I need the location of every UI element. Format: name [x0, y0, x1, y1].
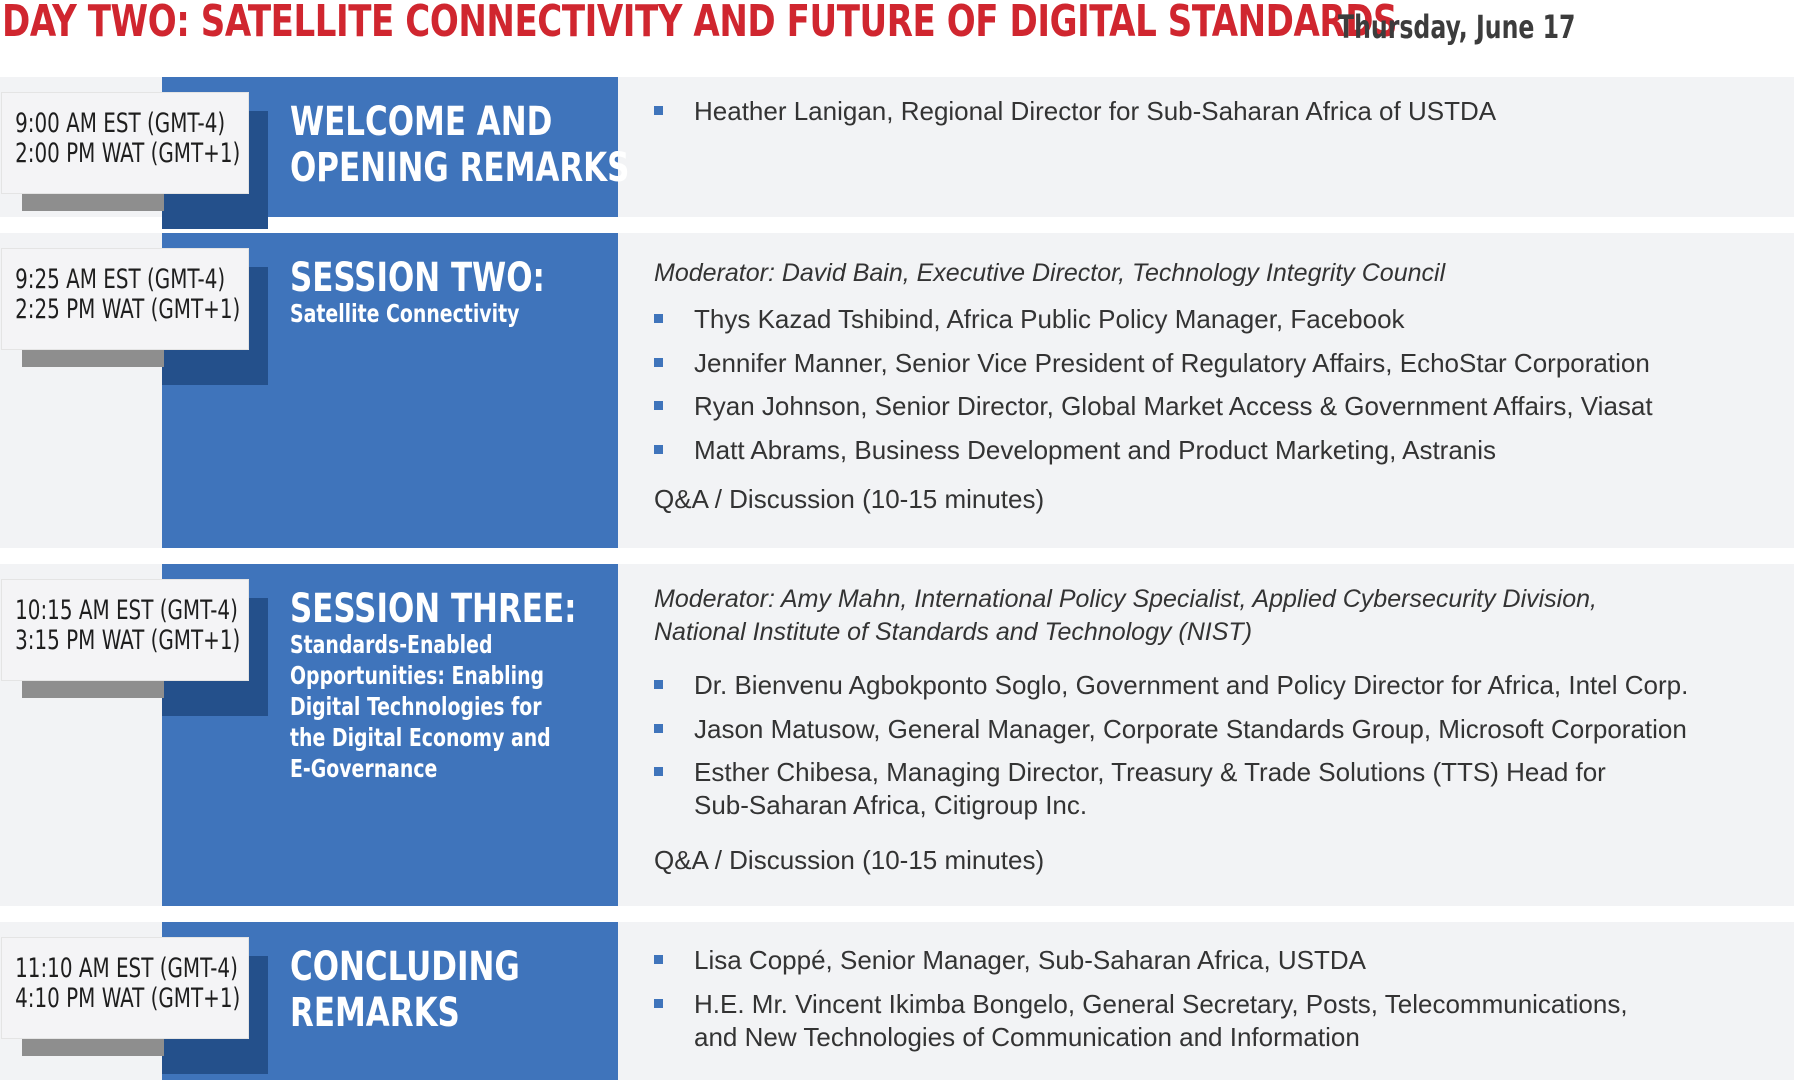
time-est: 10:15 AM EST (GMT-4): [15, 595, 238, 626]
qa-discussion: Q&A / Discussion (10-15 minutes): [654, 845, 1045, 875]
day-title: DAY TWO: SATELLITE CONNECTIVITY AND FUTURE OF DIGITAL STANDARDS: [2, 0, 1398, 47]
time-wat: 2:25 PM WAT (GMT+1): [15, 294, 241, 325]
session-title-line1: CONCLUDING: [290, 944, 520, 990]
bullet-icon: [654, 106, 663, 115]
bullet-icon: [654, 680, 663, 689]
bullet-icon: [654, 401, 663, 410]
session-title-line1: WELCOME AND: [290, 99, 553, 145]
bullet-icon: [654, 767, 663, 776]
day-header: [0, 0, 1794, 60]
time-box-shadow: [22, 680, 164, 698]
time-wat: 4:10 PM WAT (GMT+1): [15, 983, 241, 1014]
bullet-icon: [654, 724, 663, 733]
moderator-line2: National Institute of Standards and Technology (NIST): [654, 618, 1253, 646]
time-est: 9:25 AM EST (GMT-4): [15, 264, 226, 295]
bullet-icon: [654, 314, 663, 323]
bullet-icon: [654, 955, 663, 964]
time-est: 11:10 AM EST (GMT-4): [15, 953, 238, 984]
time-box: [2, 938, 248, 1038]
bullet-icon: [654, 358, 663, 367]
time-wat: 3:15 PM WAT (GMT+1): [15, 625, 241, 656]
session-subtitle-line: Digital Technologies for: [290, 692, 542, 721]
session-row-welcome: 9:00 AM EST (GMT-4) 2:00 PM WAT (GMT+1) WELCOME AND OPENING REMARKS Heather Lanigan, Regional Director for Sub-Saharan Africa of USTDA: [0, 77, 1794, 217]
session-title-line2: OPENING REMARKS: [290, 145, 630, 191]
time-box-shadow: [22, 193, 164, 211]
session-title: SESSION THREE:: [290, 586, 577, 632]
time-est: 9:00 AM EST (GMT-4): [15, 108, 226, 139]
moderator-line1: Moderator: Amy Mahn, International Policy Specialist, Applied Cybersecurity Division,: [654, 585, 1597, 613]
bullet-icon: [654, 999, 663, 1008]
session-subtitle-line: Standards-Enabled: [290, 630, 493, 659]
time-box: [2, 93, 248, 193]
session-subtitle-line: the Digital Economy and: [290, 723, 551, 752]
time-wat: 2:00 PM WAT (GMT+1): [15, 138, 241, 169]
moderator: Moderator: David Bain, Executive Director, Technology Integrity Council: [654, 259, 1446, 287]
session-subtitle: Satellite Connectivity: [290, 299, 520, 328]
time-box: [2, 249, 248, 349]
time-box-shadow: [22, 349, 164, 367]
day-date: Thursday, June 17: [1338, 8, 1576, 46]
qa-discussion: Q&A / Discussion (10-15 minutes): [654, 484, 1045, 514]
time-box: [2, 580, 248, 680]
bullet-icon: [654, 445, 663, 454]
session-subtitle-line: Opportunities: Enabling: [290, 661, 545, 690]
session-title-line2: REMARKS: [290, 990, 460, 1036]
session-title: SESSION TWO:: [290, 255, 545, 301]
session-subtitle-line: E-Governance: [290, 754, 438, 783]
time-box-shadow: [22, 1038, 164, 1056]
session-row-concluding: 11:10 AM EST (GMT-4) 4:10 PM WAT (GMT+1) CONCLUDING REMARKS Lisa Coppé, Senior Manager, Sub-Saharan Africa, USTDA H.E. Mr. Vincent Ikimba Bongelo, General Secretary, Posts, Telecommunications, and New Technologies of Communication and Information: [0, 922, 1794, 1080]
session-row-two: 9:25 AM EST (GMT-4) 2:25 PM WAT (GMT+1) SESSION TWO: Satellite Connectivity Moderator: David Bain, Executive Director, Technology Integrity Council Thys Kazad Tshibind, Africa Public Policy Manager, Facebook Jennifer Manner, Senior Vice President of Regulatory Affairs, EchoStar Corporation Ryan Johnson, Senior Director, Global Market Access & Government Affairs, Viasat Matt Abrams, Business Development and Product Marketing, Astranis Q&A / Discussion (10-15 minutes): [0, 233, 1794, 548]
session-row-three: 10:15 AM EST (GMT-4) 3:15 PM WAT (GMT+1) SESSION THREE: Standards-Enabled Opportunities: Enabling Digital Technologies for the Digital Economy and E-Governance Moderator: Amy Mahn, International Policy Specialist, Applied Cybersecurity Division, National Institute of Standards and Technology (NIST) Dr. Bienvenu Agbokponto Soglo, Government and Policy Director for Africa, Intel Corp. Jason Matusow, General Manager, Corporate Standards Group, Microsoft Corporation Esther Chibesa, Managing Director, Treasury & Trade Solutions (TTS) Head for Sub-Saharan Africa, Citigroup Inc. Q&A / Discussion (10-15 minutes): [0, 564, 1794, 906]
